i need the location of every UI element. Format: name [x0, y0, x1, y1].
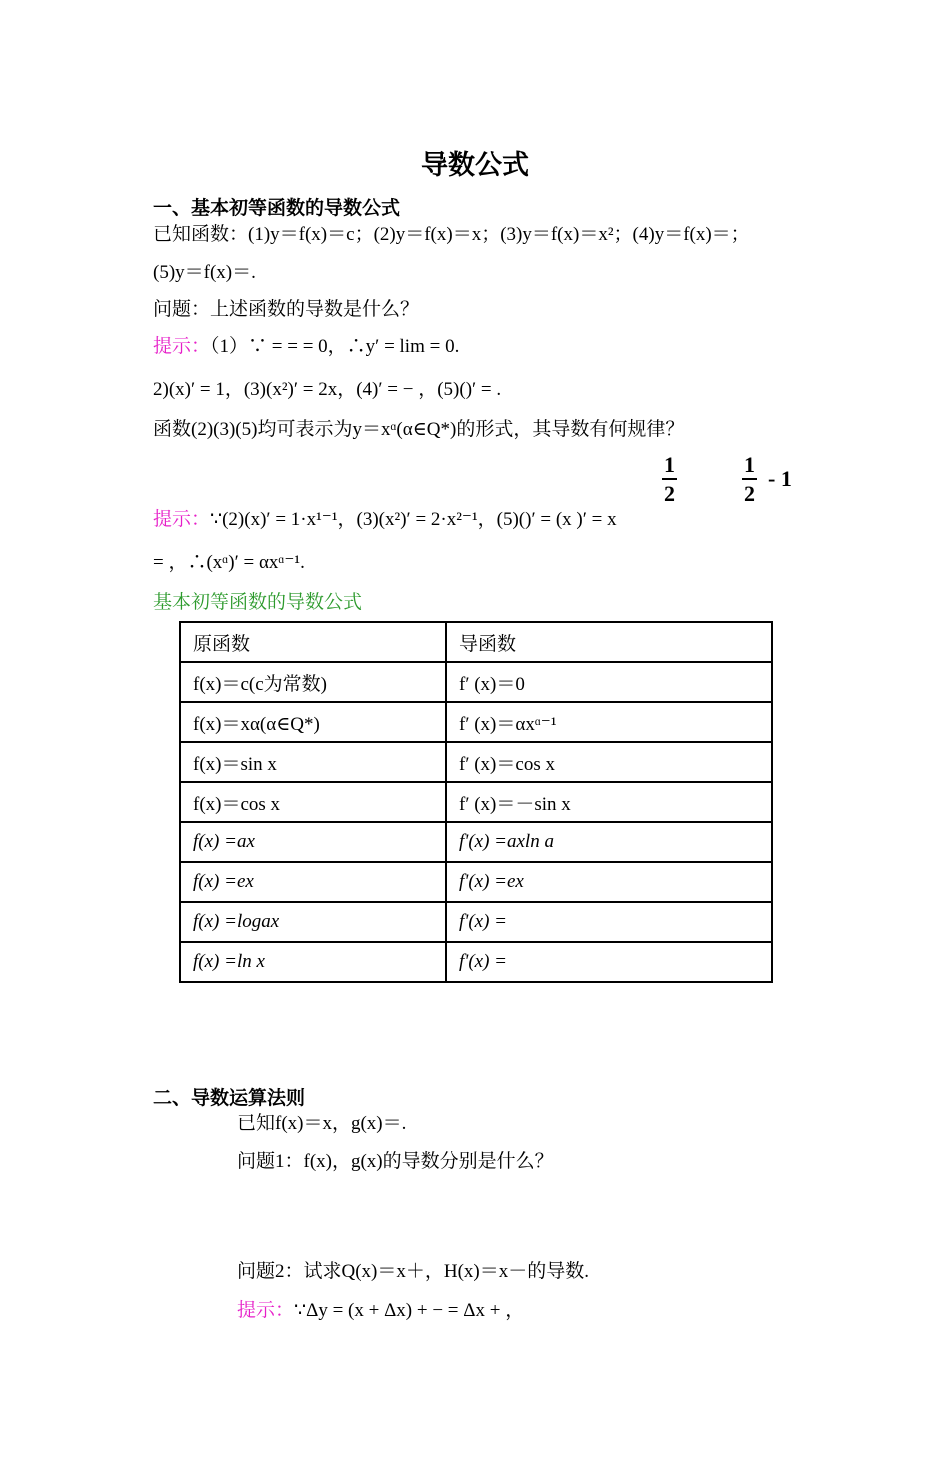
section2-question-2: 问题2：试求Q(x)＝x＋，H(x)＝x－的导数. [237, 1261, 590, 1282]
hint-text-3: ∵(2)(x)′ = 1·x¹⁻¹，(3)(x²)′ = 2·x²⁻¹，(5)()′ = (x )′ = x [210, 509, 617, 530]
table-row [180, 862, 772, 902]
table-row [180, 662, 772, 702]
table-row [180, 702, 772, 742]
question-pattern: 函数(2)(3)(5)均可表示为y＝xᵅ(α∈Q*)的形式，其导数有何规律？ [153, 419, 685, 440]
section2-hint-text: ∵Δy = (x + Δx) + − = Δx + ， [294, 1300, 525, 1321]
hint-paragraph-3 [153, 504, 617, 531]
table-row [180, 742, 772, 782]
table-cell: f'(x) =ex [446, 862, 772, 902]
fraction-denominator: 2 [664, 481, 675, 506]
section2-given: 已知f(x)＝x，g(x)＝. [237, 1113, 407, 1134]
table-row [180, 822, 772, 862]
hint-paragraph-4: = ，∴(xᵅ)′ = αxᵅ⁻¹. [153, 552, 305, 573]
hint-label: 提示： [237, 1299, 295, 1321]
table-row [180, 782, 772, 822]
hint-text-1: （1）∵ = = = 0，∴y′ = lim = 0. [210, 336, 460, 357]
section2-heading: 二、导数运算法则 [153, 1087, 306, 1109]
fraction-half-1 [662, 452, 677, 508]
table-cell: f(x)＝cos x [180, 782, 446, 822]
table-cell: f(x) =ax [180, 822, 446, 862]
table-cell: f′ (x)＝cos x [446, 742, 772, 782]
fraction-numerator: 1 [662, 452, 677, 480]
table-cell: f′ (x)＝0 [446, 662, 772, 702]
table-cell: f'(x) =axln a [446, 822, 772, 862]
table-cell: f(x)＝xα(α∈Q*) [180, 702, 446, 742]
table-header-cell: 导函数 [446, 622, 772, 662]
page-title: 导数公式 [421, 150, 529, 181]
table-row [180, 942, 772, 982]
given-functions-line2: (5)y＝f(x)＝. [153, 262, 256, 283]
given-functions-line1: 已知函数：(1)y＝f(x)＝c；(2)y＝f(x)＝x；(3)y＝f(x)＝x²；(4)y＝f(x)＝； [153, 224, 750, 245]
table-cell: f(x)＝c(c为常数) [180, 662, 446, 702]
table-cell: f'(x) = [446, 942, 772, 982]
table-header-row [180, 622, 772, 662]
hint-paragraph-1 [153, 331, 459, 358]
fraction-numerator: 1 [742, 452, 757, 480]
minus-one-exponent: - 1 [768, 466, 792, 491]
table-cell: f(x)＝sin x [180, 742, 446, 782]
fraction-denominator: 2 [744, 481, 755, 506]
fraction-half-2 [742, 452, 757, 508]
table-cell: f'(x) = [446, 902, 772, 942]
hint-paragraph-2: 2)(x)′ = 1，(3)(x²)′ = 2x，(4)′ = − ，(5)()′ = . [153, 379, 502, 400]
section2-question-1: 问题1：f(x)，g(x)的导数分别是什么？ [237, 1151, 554, 1172]
table-row [180, 902, 772, 942]
table-cell: f(x) =logax [180, 902, 446, 942]
hint-label: 提示： [153, 335, 211, 357]
hint-label: 提示： [153, 508, 211, 530]
table-cell: f(x) =ln x [180, 942, 446, 982]
table-cell: f(x) =ex [180, 862, 446, 902]
section1-heading: 一、基本初等函数的导数公式 [153, 197, 401, 219]
section2-hint [237, 1295, 524, 1322]
table-cell: f′ (x)＝－sin x [446, 782, 772, 822]
table-header-cell: 原函数 [180, 622, 446, 662]
derivative-formula-table [179, 621, 773, 983]
table-cell: f′ (x)＝αxᵅ⁻¹ [446, 702, 772, 742]
question-derivatives: 问题：上述函数的导数是什么？ [153, 299, 420, 320]
table-caption: 基本初等函数的导数公式 [153, 591, 363, 613]
